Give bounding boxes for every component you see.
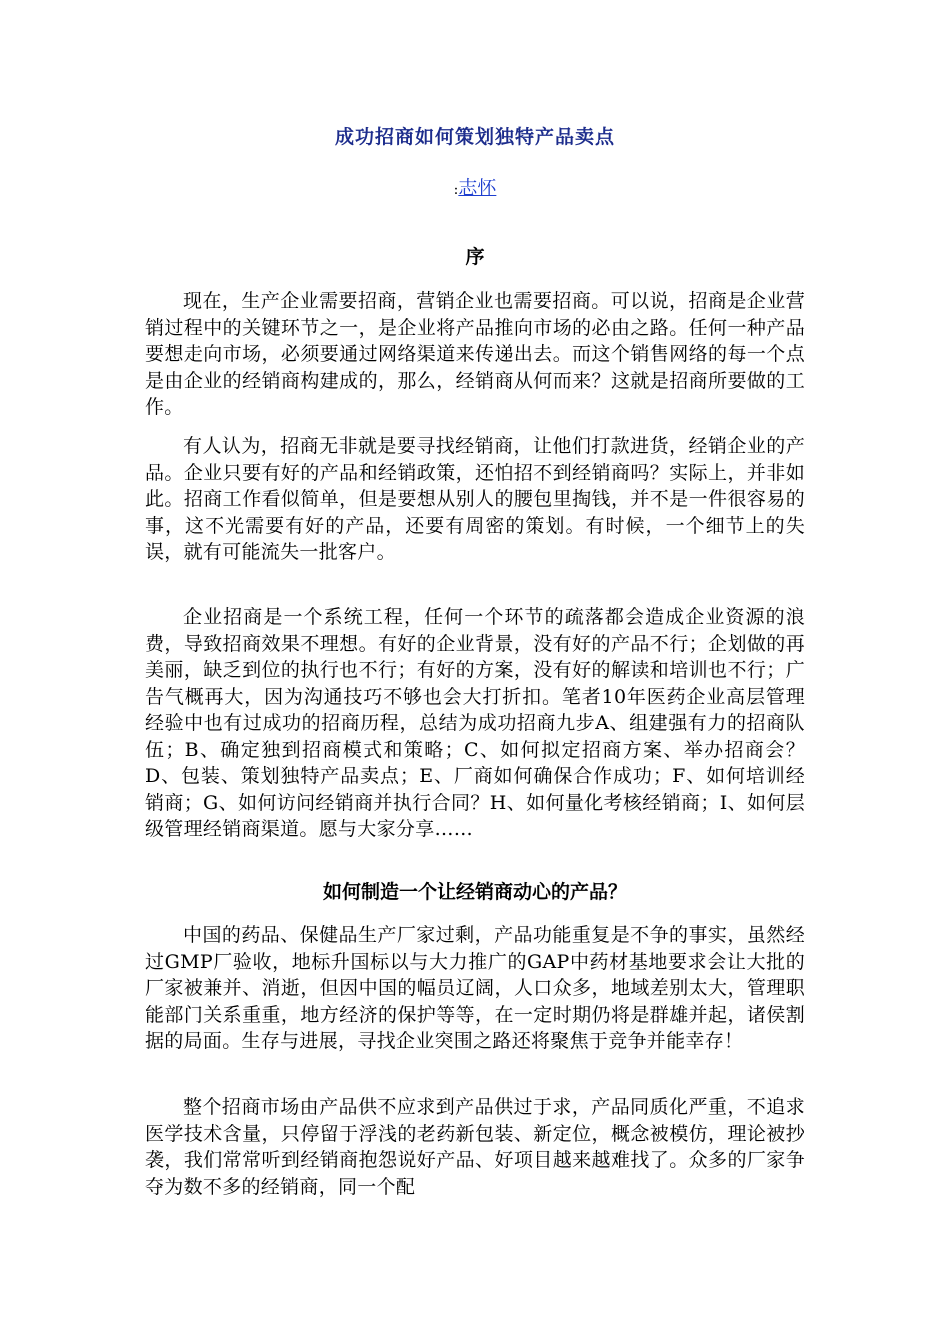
author-prefix: :	[453, 182, 459, 198]
author-link[interactable]: 志怀	[458, 177, 497, 199]
author-line	[0, 173, 950, 200]
section-heading-product: 如何制造一个让经销商动心的产品？	[322, 881, 627, 903]
paragraph: 有人认为，招商无非就是要寻找经销商，让他们打款进货，经销企业的产品。企业只要有好的产品和经销政策，还怕招不到经销商吗？实际上，并非如此。招商工作看似简单，但是要想从别人的腰包里掏钱，并不是一件很容易的事，这不光需要有好的产品，还要有周密的策划。有时候，一个细节上的失误，就有可能流失一批客户。	[145, 435, 805, 563]
document-title: 成功招商如何策划独特产品卖点	[334, 126, 615, 148]
paragraph: 整个招商市场由产品供不应求到产品供过于求，产品同质化严重，不追求医学技术含量，只停留于浮浅的老药新包装、新定位，概念被模仿，理论被抄袭，我们常常听到经销商抱怨说好产品、好项目越来越难找了。众多的厂家争夺为数不多的经销商，同一个配	[145, 1096, 805, 1198]
paragraph: 现在，生产企业需要招商，营销企业也需要招商。可以说，招商是企业营销过程中的关键环节之一，是企业将产品推向市场的必由之路。任何一种产品要想走向市场，必须要通过网络渠道来传递出去。而这个销售网络的每一个点是由企业的经销商构建成的，那么，经销商从何而来？这就是招商所要做的工作。	[145, 290, 805, 418]
paragraph: 中国的药品、保健品生产厂家过剩，产品功能重复是不争的事实，虽然经过GMP厂验收，地标升国标以与大力推广的GAP中药材基地要求会让大批的厂家被兼并、消逝，但因中国的幅员辽阔，人口众多，地域差别太大，管理职能部门关系重重，地方经济的保护等等，在一定时期仍将是群雄并起，诸侯割据的局面。生存与进展，寻找企业突围之路还将聚焦于竞争并能幸存！	[145, 924, 805, 1052]
section-heading-preface: 序	[465, 246, 485, 268]
paragraph: 企业招商是一个系统工程，任何一个环节的疏落都会造成企业资源的浪费，导致招商效果不理想。有好的企业背景，没有好的产品不行；企划做的再美丽，缺乏到位的执行也不行；有好的方案，没有好的解读和培训也不行；广告气概再大，因为沟通技巧不够也会大打折扣。笔者10年医药企业高层管理经验中也有过成功的招商历程，总结为成功招商九步A、组建强有力的招商队伍；B、确定独到招商模式和策略；C、如何拟定招商方案、举办招商会？D、包装、策划独特产品卖点；E、厂商如何确保合作成功；F、如何培训经销商；G、如何访问经销商并执行合同？H、如何量化考核经销商；I、如何层级管理经销商渠道。愿与大家分享……	[145, 606, 805, 840]
